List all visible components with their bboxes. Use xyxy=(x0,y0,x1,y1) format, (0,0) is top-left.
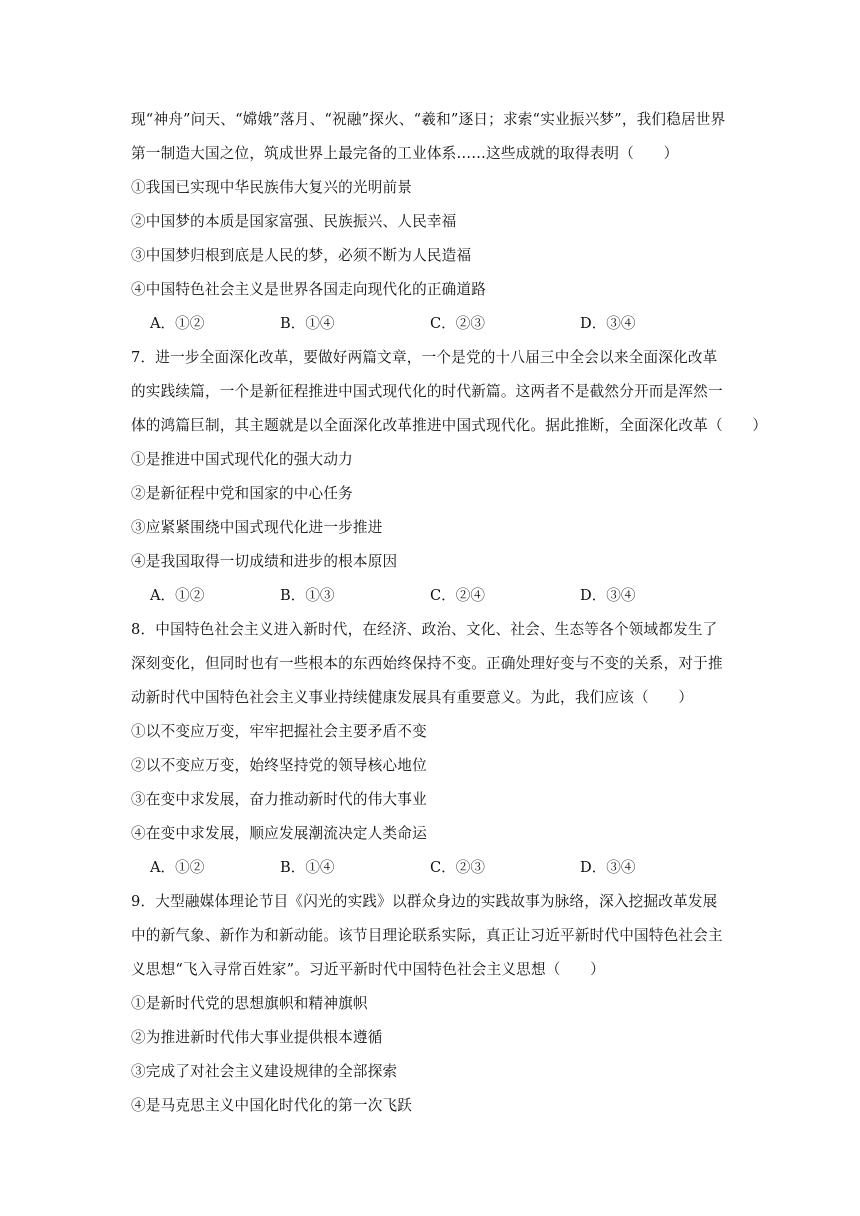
q9-stem-line-1: 9．大型融媒体理论节目《闪光的实践》以群众身边的实践故事为脉络，深入挖掘改革发展 xyxy=(131,893,718,910)
q9-stem-line-3: 义思想“飞入寻常百姓家”。习近平新时代中国特色社会主义思想（ ） xyxy=(131,961,605,978)
q8-item-2: ②以不变应万变，始终坚持党的领导核心地位 xyxy=(131,757,427,774)
q7-option-c[interactable]: C．②④ xyxy=(430,587,485,604)
q9-item-2: ②为推进新时代伟大事业提供根本遵循 xyxy=(131,1029,383,1046)
q6-option-a[interactable]: A．①② xyxy=(150,315,205,332)
q6-option-b[interactable]: B．①④ xyxy=(280,315,335,332)
q6-stem-line-2: 第一制造大国之位，筑成世界上最完备的工业体系……这些成就的取得表明（ ） xyxy=(131,145,679,162)
q6-item-2: ②中国梦的本质是国家富强、民族振兴、人民幸福 xyxy=(131,213,457,230)
q8-stem-line-3: 动新时代中国特色社会主义事业持续健康发展具有重要意义。为此，我们应该（ ） xyxy=(131,689,694,706)
q8-option-b[interactable]: B．①④ xyxy=(280,859,335,876)
q6-item-3: ③中国梦归根到底是人民的梦，必须不断为人民造福 xyxy=(131,247,472,264)
q7-stem-line-1: 7．进一步全面深化改革，要做好两篇文章，一个是党的十八届三中全会以来全面深化改革 xyxy=(131,349,718,366)
q6-item-4: ④中国特色社会主义是世界各国走向现代化的正确道路 xyxy=(131,281,487,298)
q8-item-4: ④在变中求发展，顺应发展潮流决定人类命运 xyxy=(131,825,427,842)
q8-item-3: ③在变中求发展，奋力推动新时代的伟大事业 xyxy=(131,791,427,808)
q8-option-c[interactable]: C．②③ xyxy=(430,859,485,876)
q7-item-4: ④是我国取得一切成绩和进步的根本原因 xyxy=(131,553,398,570)
q7-item-2: ②是新征程中党和国家的中心任务 xyxy=(131,485,353,502)
q9-stem-line-2: 中的新气象、新作为和新动能。该节目理论联系实际，真正让习近平新时代中国特色社会主 xyxy=(131,927,723,944)
q7-item-1: ①是推进中国式现代化的强大动力 xyxy=(131,451,353,468)
q8-stem-line-2: 深刻变化，但同时也有一些根本的东西始终保持不变。正确处理好变与不变的关系，对于推 xyxy=(131,655,723,672)
q7-option-a[interactable]: A．①② xyxy=(150,587,205,604)
q8-stem-line-1: 8．中国特色社会主义进入新时代，在经济、政治、文化、社会、生态等各个领域都发生了 xyxy=(131,621,718,638)
q8-item-1: ①以不变应万变，牢牢把握社会主要矛盾不变 xyxy=(131,723,427,740)
q8-option-a[interactable]: A．①② xyxy=(150,859,205,876)
q6-item-1: ①我国已实现中华民族伟大复兴的光明前景 xyxy=(131,179,413,196)
q6-option-d[interactable]: D．③④ xyxy=(580,315,636,332)
q9-item-4: ④是马克思主义中国化时代化的第一次飞跃 xyxy=(131,1097,413,1114)
q6-stem-line-1: 现“神舟”问天、“嫦娥”落月、“祝融”探火、“羲和”逐日；求索“实业振兴梦”，我们稳居世界 xyxy=(131,111,726,128)
q7-item-3: ③应紧紧围绕中国式现代化进一步推进 xyxy=(131,519,383,536)
q6-option-c[interactable]: C．②③ xyxy=(430,315,485,332)
q7-option-d[interactable]: D．③④ xyxy=(580,587,636,604)
q9-item-1: ①是新时代党的思想旗帜和精神旗帜 xyxy=(131,995,368,1012)
q7-stem-line-3: 体的鸿篇巨制，其主题就是以全面深化改革推进中国式现代化。据此推断，全面深化改革（ ） xyxy=(131,417,768,434)
q7-stem-line-2: 的实践续篇，一个是新征程推进中国式现代化的时代新篇。这两者不是截然分开而是浑然一 xyxy=(131,383,723,400)
q7-option-b[interactable]: B．①③ xyxy=(280,587,335,604)
q9-item-3: ③完成了对社会主义建设规律的全部探索 xyxy=(131,1063,398,1080)
q8-option-d[interactable]: D．③④ xyxy=(580,859,636,876)
